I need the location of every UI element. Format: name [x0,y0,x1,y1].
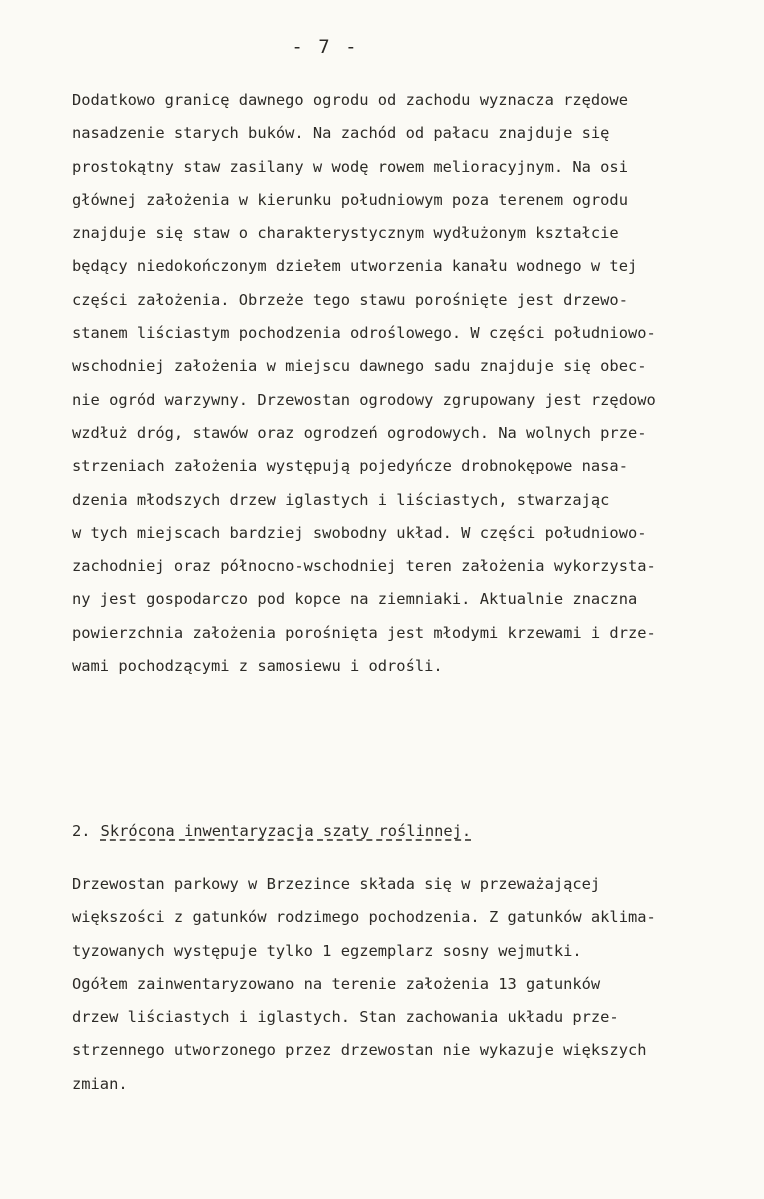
text-line: drzew liściastych i iglastych. Stan zachowania układu prze- [72,1008,619,1027]
text-line: dzenia młodszych drzew iglastych i liściastych, stwarzając [72,490,610,509]
paragraph-garden-description [72,84,656,683]
text-line: znajduje się staw o charakterystycznym wydłużonym kształcie [72,224,619,243]
text-line: Drzewostan parkowy w Brzezince składa się w przeważającej [72,875,601,893]
text-line: wschodniej założenia w miejscu dawnego sadu znajduje się obec- [72,357,647,376]
text-line: strzeniach założenia występują pojedyńcze drobnokępowe nasa- [72,457,628,476]
text-line: ny jest gospodarczo pod kopce na ziemniaki. Aktualnie znaczna [72,590,638,609]
text-line: zmian. [72,1074,128,1093]
text-line: nie ogród warzywny. Drzewostan ogrodowy zgrupowany jest rzędowo [72,390,656,409]
text-line: większości z gatunków rodzimego pochodzenia. Z gatunków aklima- [72,908,656,927]
page-number: - 7 - [291,36,359,58]
section-title: Skrócona inwentaryzacja szaty roślinnej. [100,822,472,840]
text-line: tyzowanych występuje tylko 1 egzemplarz sosny wejmutki. [72,941,582,960]
text-line: wzdłuż dróg, stawów oraz ogrodzeń ogrodowych. Na wolnych prze- [72,423,647,442]
text-line: części założenia. Obrzeże tego stawu porośnięte jest drzewo- [72,290,628,309]
text-line: głównej założenia w kierunku południowym poza terenem ogrodu [72,190,628,209]
text-line: prostokątny staw zasilany w wodę rowem melioracyjnym. Na osi [72,157,628,176]
text-line: będący niedokończonym dziełem utworzenia kanału wodnego w tej [72,257,638,276]
text-line: strzennego utworzonego przez drzewostan nie wykazuje większych [72,1041,647,1060]
text-line: w tych miejscach bardziej swobodny układ. W części południowo- [72,523,647,542]
text-line: stanem liściastym pochodzenia odroślowego. W części południowo- [72,324,656,343]
text-line: Ogółem zainwentaryzowano na terenie założenia 13 gatunków [72,974,601,993]
text-line: powierzchnia założenia porośnięta jest młodymi krzewami i drze- [72,623,656,642]
section-number: 2. [72,822,91,840]
section-heading [72,815,471,848]
paragraph-inventory [72,868,656,1101]
text-line: Dodatkowo granicę dawnego ogrodu od zachodu wyznacza rzędowe [72,91,628,109]
text-line: wami pochodzącymi z samosiewu i odrośli. [72,657,443,676]
text-line: zachodniej oraz północno-wschodniej teren założenia wykorzysta- [72,557,656,576]
text-line: nasadzenie starych buków. Na zachód od pałacu znajduje się [72,124,610,143]
